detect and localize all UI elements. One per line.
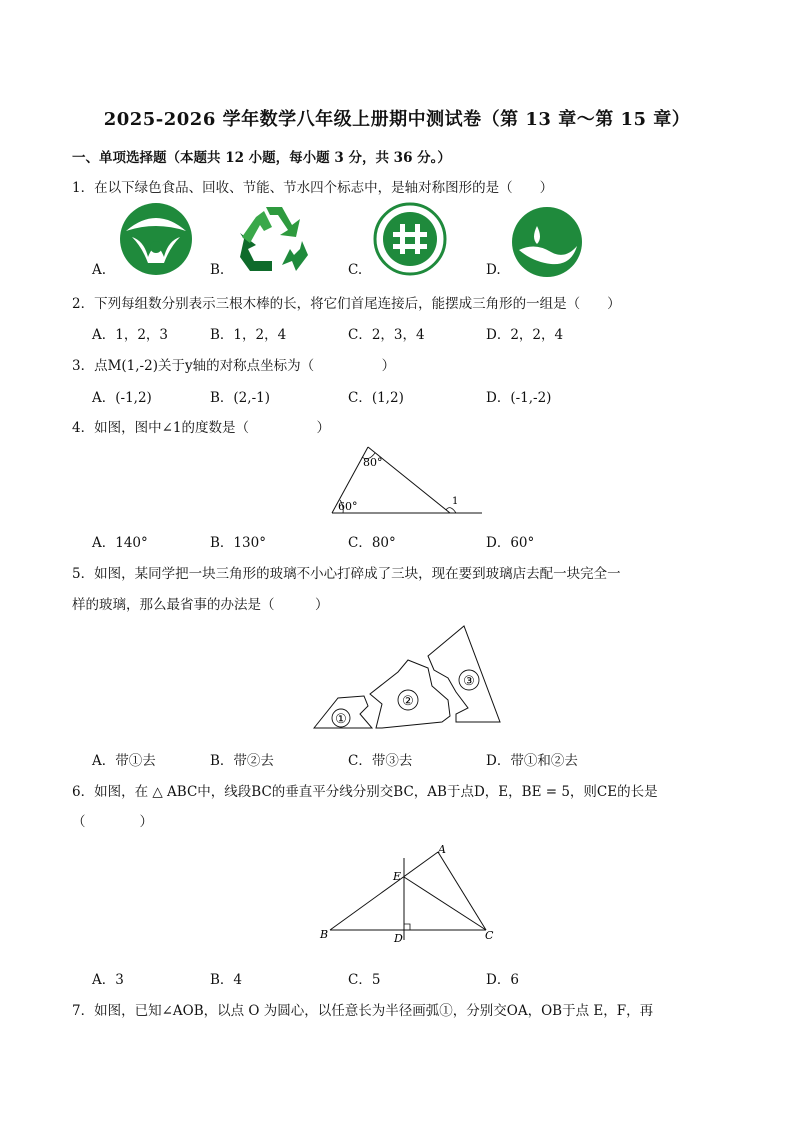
q1-option-d: D. <box>486 262 501 278</box>
q6-option-b: B．4 <box>210 972 243 988</box>
q4-option-d: D．60° <box>486 535 535 551</box>
q4-triangle-figure <box>326 440 486 520</box>
question-5-stem-line2: 样的玻璃，那么最省事的办法是（ ） <box>72 597 329 613</box>
q3-option-a: A．(-1,2) <box>92 390 152 406</box>
q5-option-d: D．带①和②去 <box>486 753 578 769</box>
q6-option-d: D．6 <box>486 972 519 988</box>
q4-label-angle-1: 1 <box>452 496 459 507</box>
q4-label-top-angle: 80° <box>363 456 383 469</box>
q3-option-c: C．(1,2) <box>348 390 404 406</box>
page-title: 2025-2026 学年数学八年级上册期中测试卷（第 13 章～第 15 章） <box>103 109 691 130</box>
question-3-stem: 3．点M(1,-2)关于y轴的对称点坐标为（ ） <box>72 358 396 374</box>
q3-option-d: D．(-1,-2) <box>486 390 552 406</box>
q2-option-d: D．2，2，4 <box>486 327 564 343</box>
question-4-stem: 4．如图，图中∠1的度数是（ ） <box>72 420 330 436</box>
q2-option-b: B．1，2，4 <box>210 327 287 343</box>
q1-option-b: B. <box>210 262 225 278</box>
q1-option-a: A. <box>92 262 107 278</box>
q6-label-d: D <box>394 932 403 945</box>
question-5-stem-line1: 5．如图，某同学把一块三角形的玻璃不小心打碎成了三块，现在要到玻璃店去配一块完全一 <box>72 566 621 582</box>
recycle-logo <box>236 203 310 275</box>
q5-glass-figure <box>310 622 502 734</box>
section-heading: 一、单项选择题（本题共 12 小题，每小题 3 分，共 36 分。） <box>72 150 451 166</box>
q1-option-c: C. <box>348 262 363 278</box>
q2-option-a: A．1，2，3 <box>92 327 169 343</box>
q6-triangle-figure <box>318 840 498 948</box>
q2-option-c: C．2，3，4 <box>348 327 425 343</box>
q3-option-b: B．(2,-1) <box>210 390 270 406</box>
question-6-stem-line1: 6．如图，在 △ ABC中，线段BC的垂直平分线分别交BC，AB于点D，E，BE = 5，则CE的长是 <box>72 784 658 800</box>
energy-saving-logo <box>373 202 447 276</box>
q4-option-b: B．130° <box>210 535 266 551</box>
question-7-stem: 7．如图，已知∠AOB，以点 O 为圆心，以任意长为半径画弧①，分别交OA，OB于点 E，F，再 <box>72 1003 654 1019</box>
q5-option-c: C．带③去 <box>348 753 413 769</box>
question-2-stem: 2．下列每组数分别表示三根木棒的长，将它们首尾连接后，能摆成三角形的一组是（ ） <box>72 296 621 312</box>
q4-label-left-angle: 60° <box>338 500 358 513</box>
question-1-stem: 1．在以下绿色食品、回收、节能、节水四个标志中，是轴对称图形的是（ ） <box>72 180 554 196</box>
q4-option-c: C．80° <box>348 535 396 551</box>
q5-option-a: A．带①去 <box>92 753 156 769</box>
question-6-stem-line2: （ ） <box>72 814 153 830</box>
q5-piece-3-label: ③ <box>463 674 475 689</box>
q6-label-b: B <box>320 928 329 941</box>
q5-piece-2-label: ② <box>402 694 414 709</box>
q5-option-b: B．带②去 <box>210 753 274 769</box>
q6-option-c: C．5 <box>348 972 381 988</box>
q6-label-a: A <box>438 843 446 856</box>
q6-label-c: C <box>485 929 494 942</box>
q5-piece-1-label: ① <box>335 712 347 727</box>
q6-label-e: E <box>393 870 402 883</box>
q6-option-a: A．3 <box>92 972 124 988</box>
water-saving-logo <box>511 206 583 278</box>
green-food-logo <box>118 201 194 277</box>
q4-option-a: A．140° <box>92 535 148 551</box>
